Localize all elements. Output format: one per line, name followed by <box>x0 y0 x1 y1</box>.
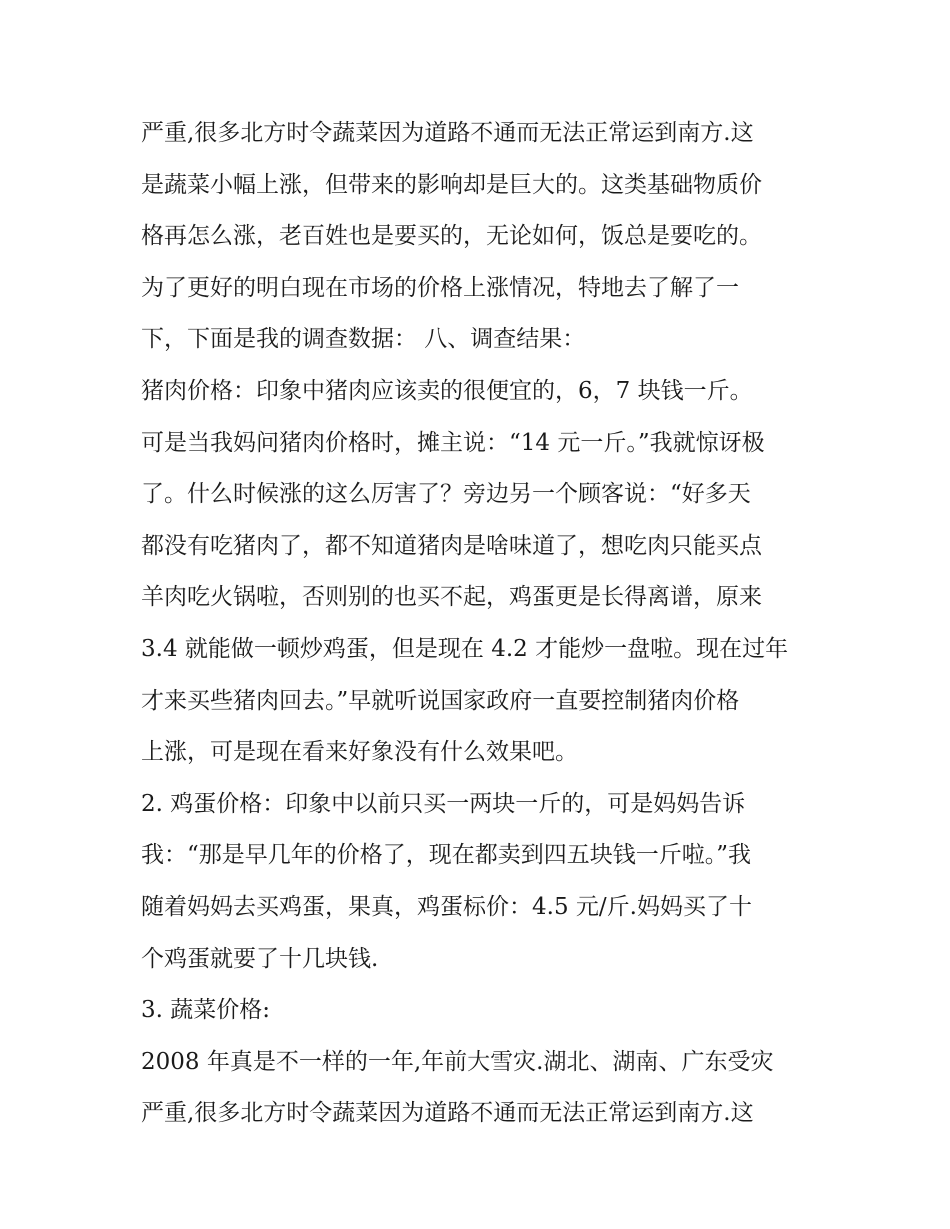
body-text <box>141 108 831 1140</box>
text-line: 上涨，可是现在看来好象没有什么效果吧。 <box>141 739 578 766</box>
text-line: 是蔬菜小幅上涨，但带来的影响却是巨大的。这类基础物质价 <box>141 171 762 198</box>
text-line: 3.4 就能做一顿炒鸡蛋，但是现在 4.2 才能炒一盘啦。现在过年 <box>141 635 789 662</box>
text-line: 2. 鸡蛋价格：印象中以前只买一两块一斤的，可是妈妈告诉 <box>141 790 746 817</box>
text-line: 羊肉吃火锅啦，否则别的也买不起，鸡蛋更是长得离谱，原来 <box>141 584 762 611</box>
text-line: 才来买些猪肉回去。”早就听说国家政府一直要控制猪肉价格 <box>141 687 740 714</box>
text-line: 下，下面是我的调查数据： 八、调查结果： <box>141 326 586 353</box>
text-line: 为了更好的明白现在市场的价格上涨情况，特地去了解了一 <box>141 274 739 301</box>
text-line: 严重,很多北方时令蔬菜因为道路不通而无法正常运到南方.这 <box>141 120 754 146</box>
text-line: 了。什么时候涨的这么厉害了？旁边另一个顾客说：“好多天 <box>141 481 751 508</box>
text-line: 严重,很多北方时令蔬菜因为道路不通而无法正常运到南方.这 <box>141 1100 754 1127</box>
text-line: 2008 年真是不一样的一年,年前大雪灾.湖北、湖南、广东受灾 <box>141 1048 774 1075</box>
text-line: 我：“那是早几年的价格了，现在都卖到四五块钱一斤啦。”我 <box>141 842 752 869</box>
text-line: 格再怎么涨，老百姓也是要买的，无论如何，饭总是要吃的。 <box>141 223 762 250</box>
text-line: 3. 蔬菜价格: <box>141 997 271 1024</box>
text-line: 猪肉价格：印象中猪肉应该卖的很便宜的，6，7 块钱一斤。 <box>141 377 753 404</box>
text-line: 都没有吃猪肉了，都不知道猪肉是啥味道了，想吃肉只能买点 <box>141 532 762 559</box>
text-line: 可是当我妈问猪肉价格时，摊主说：“14 元一斤。”我就惊讶极 <box>141 429 765 456</box>
text-line: 随着妈妈去买鸡蛋，果真，鸡蛋标价：4.5 元/斤.妈妈买了十 <box>141 893 752 920</box>
text-line: 个鸡蛋就要了十几块钱. <box>141 945 379 972</box>
